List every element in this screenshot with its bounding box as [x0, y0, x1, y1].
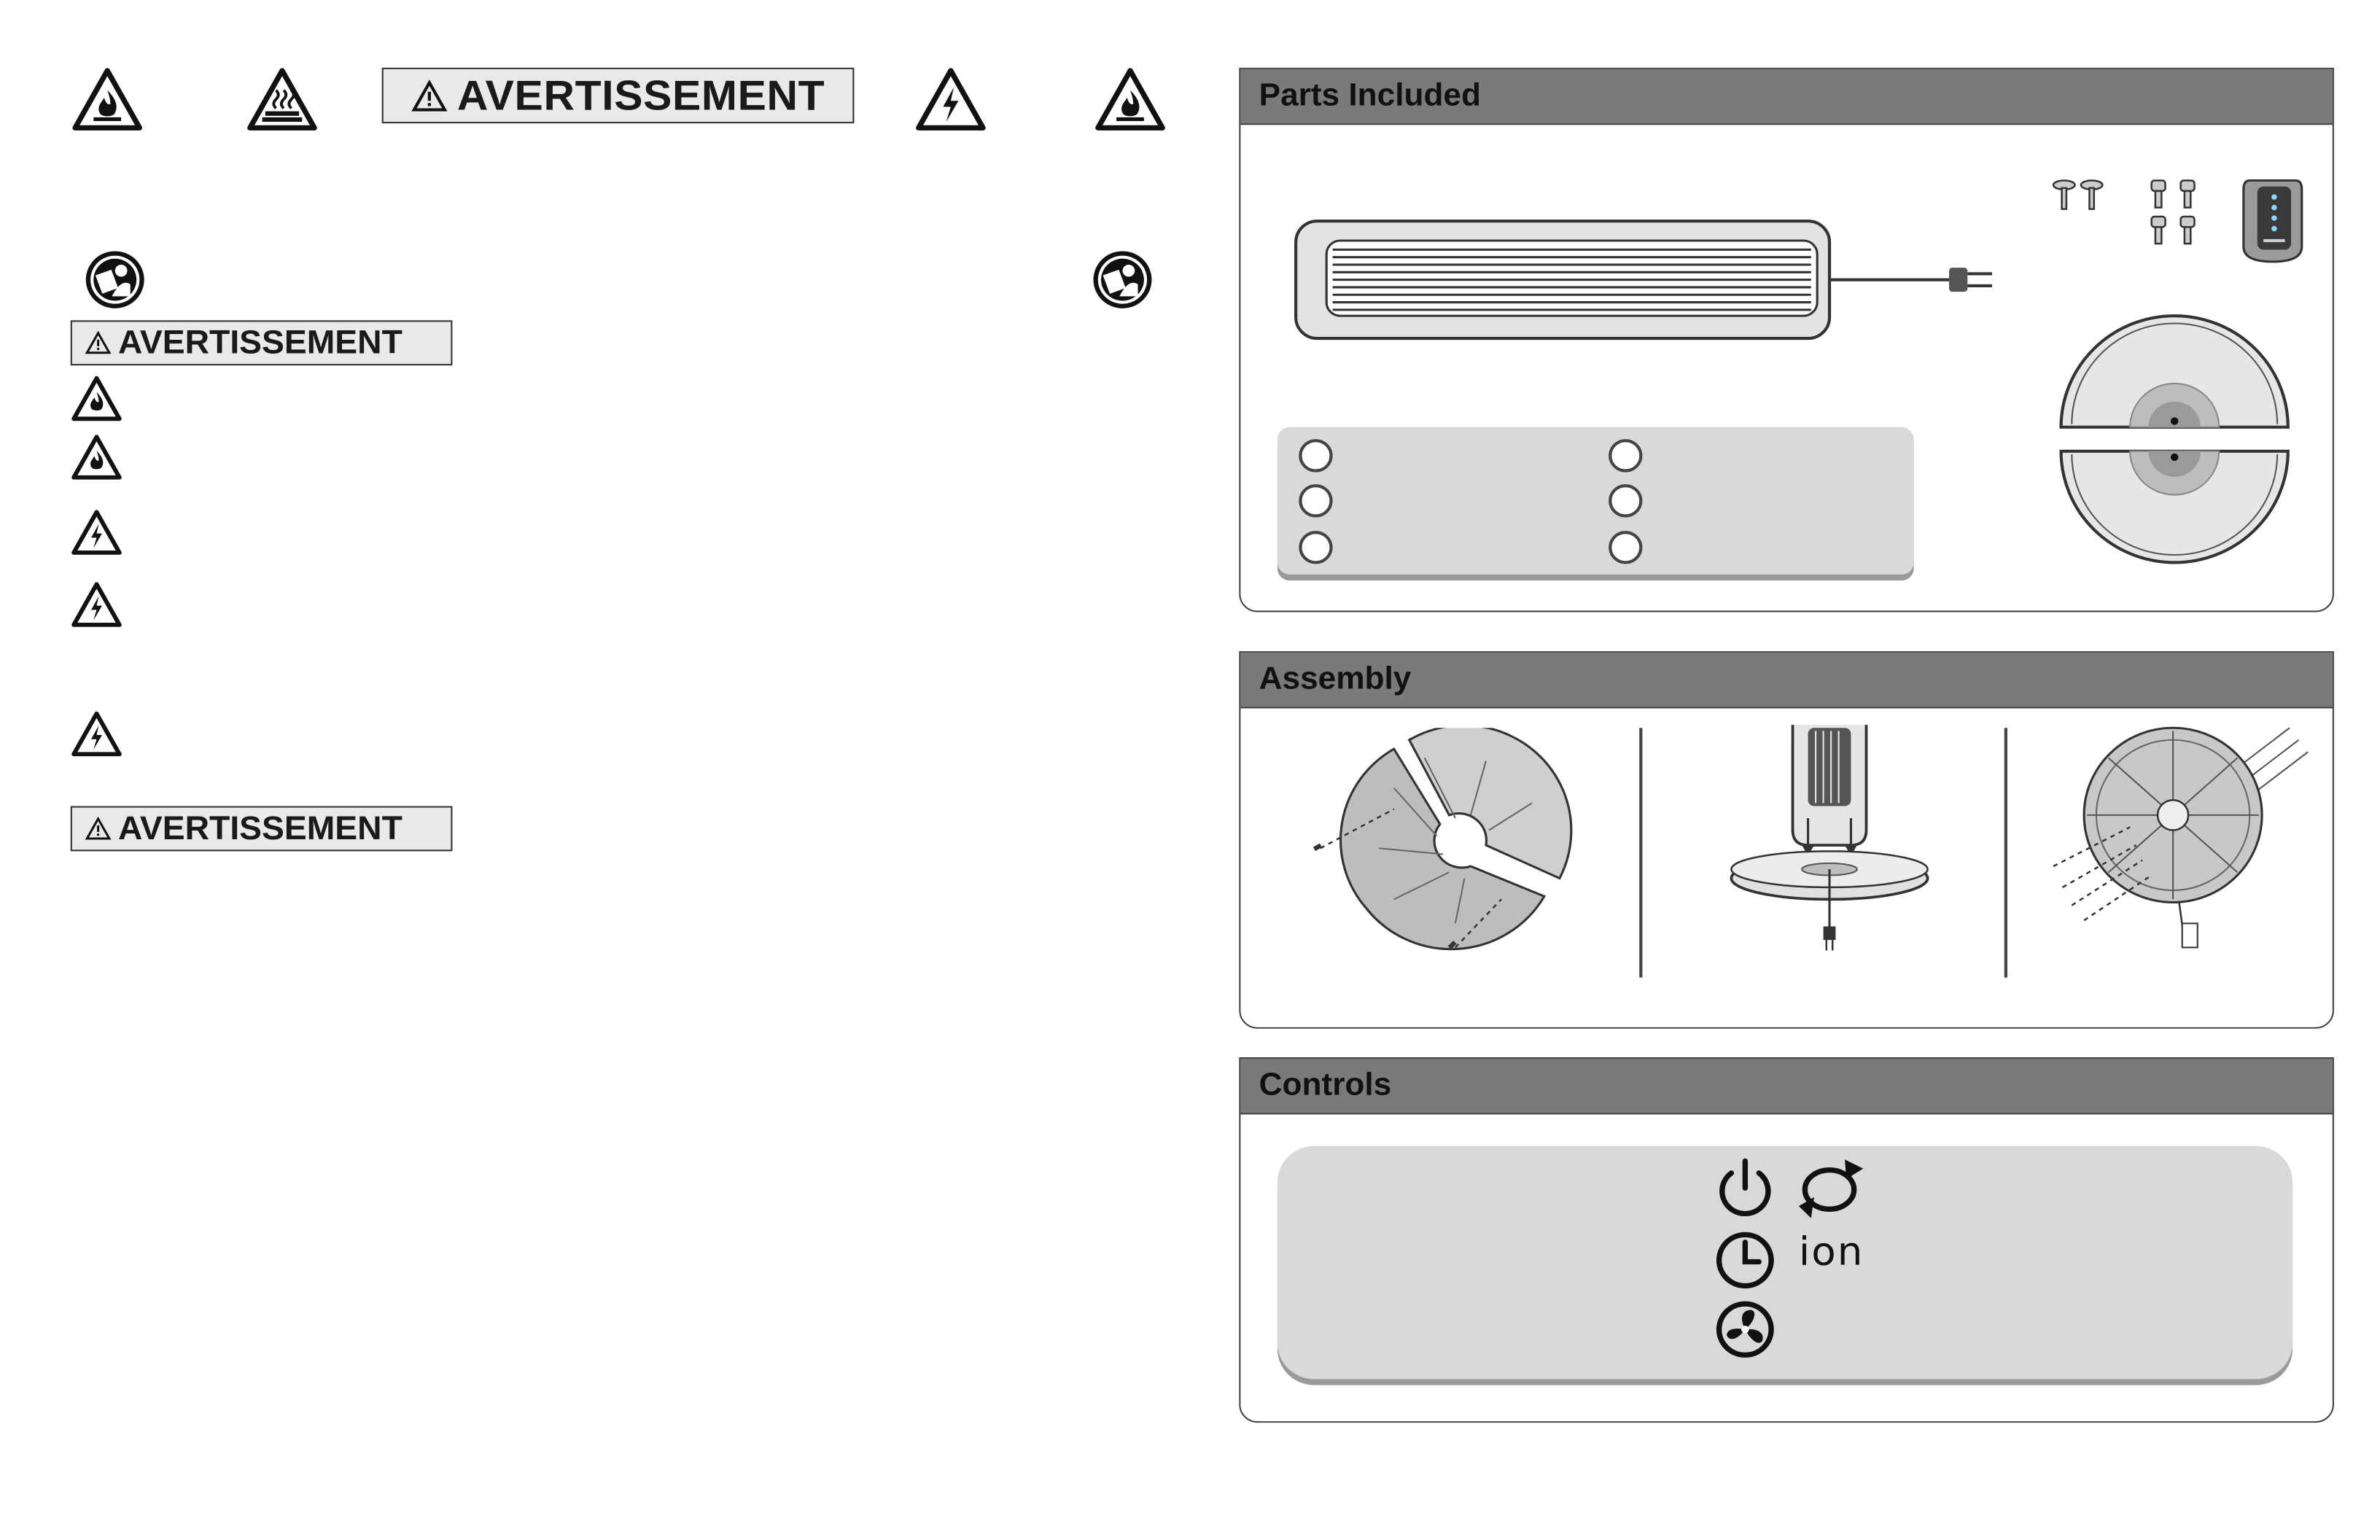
controls-panel	[1239, 1057, 2334, 1423]
base-halves-illustration	[2056, 310, 2292, 569]
parts-included-title: Parts Included	[1240, 69, 2332, 125]
control-panel-box	[1278, 1146, 2292, 1380]
power-icon	[1711, 1155, 1779, 1221]
part-number-circle	[1609, 484, 1642, 517]
warning-triangle-icon	[411, 79, 448, 112]
read-manual-icon	[1090, 248, 1154, 311]
oscillate-icon	[1793, 1155, 1870, 1221]
warning-banner-main	[382, 68, 855, 123]
controls-title: Controls	[1240, 1059, 2332, 1114]
warning-label-3-text: AVERTISSEMENT	[117, 809, 402, 847]
warning-label-2	[71, 320, 453, 365]
warning-triangle-icon	[85, 817, 112, 841]
screw-pair-illustration	[2049, 177, 2110, 217]
part-number-circle	[1609, 439, 1642, 472]
assembly-step-3-illustration	[2038, 722, 2314, 962]
fan-speed-icon	[1711, 1296, 1779, 1363]
fire-hazard-icon	[71, 66, 144, 133]
part-number-circle	[1299, 531, 1332, 564]
step-divider	[2004, 728, 2007, 977]
remote-control-illustration	[2241, 174, 2305, 268]
parts-list-box	[1278, 427, 1914, 575]
heater-body-illustration	[1293, 217, 2002, 346]
warning-banner-text: AVERTISSEMENT	[456, 71, 825, 118]
electric-shock-icon	[914, 66, 987, 133]
part-number-circle	[1609, 531, 1642, 564]
warning-label-3	[71, 806, 453, 852]
assembly-step-1-illustration	[1302, 728, 1609, 968]
screw-set-illustration	[2145, 177, 2206, 252]
parts-included-panel	[1239, 68, 2334, 612]
assembly-step-2-illustration	[1719, 722, 1934, 962]
assembly-panel	[1239, 651, 2334, 1029]
assembly-title: Assembly	[1240, 653, 2332, 708]
step-divider	[1639, 728, 1641, 977]
read-manual-icon	[83, 248, 147, 311]
fire-hazard-icon	[71, 375, 123, 423]
warning-label-2-text: AVERTISSEMENT	[117, 323, 402, 361]
warning-triangle-icon	[85, 331, 112, 355]
fire-hazard-icon	[71, 433, 123, 481]
hot-surface-icon	[245, 66, 319, 133]
electric-shock-icon	[71, 508, 123, 556]
electric-shock-icon	[71, 710, 123, 758]
electric-shock-icon	[71, 580, 123, 629]
part-number-circle	[1299, 484, 1332, 517]
fire-hazard-icon	[1094, 66, 1167, 133]
ion-label: ion	[1798, 1230, 1864, 1275]
part-number-circle	[1299, 439, 1332, 472]
timer-icon	[1711, 1227, 1779, 1294]
